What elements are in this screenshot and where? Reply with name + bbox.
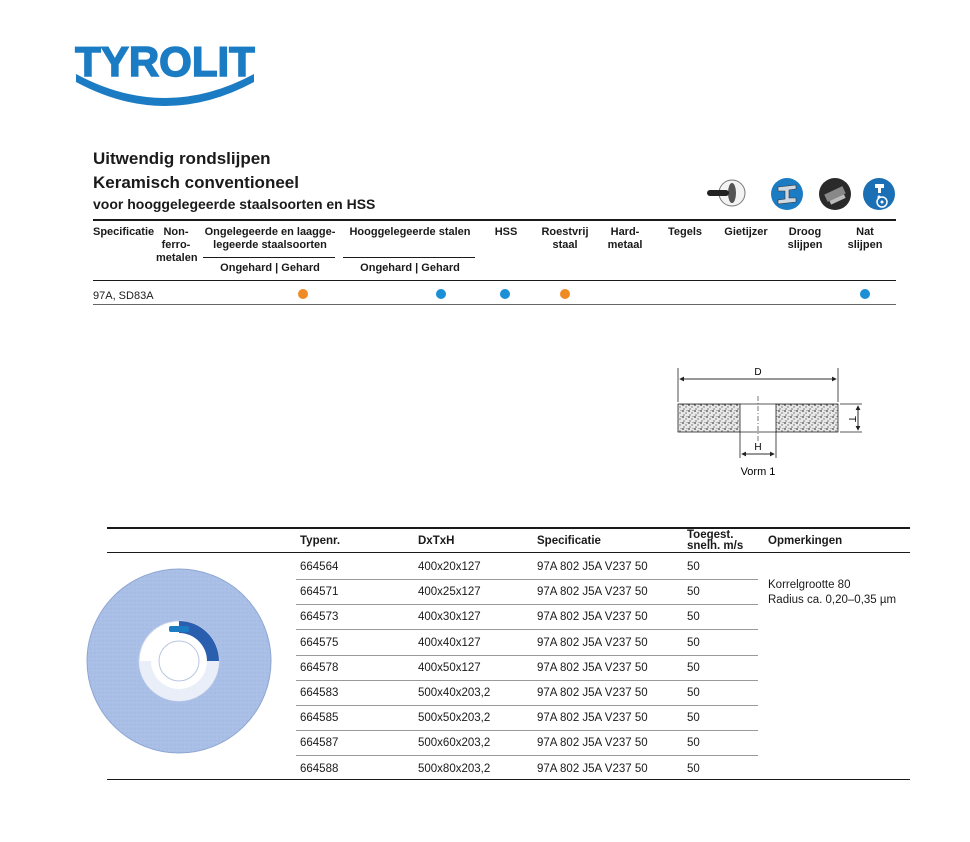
col-spec: Specificatie <box>93 226 155 238</box>
row-divider <box>296 730 758 731</box>
tyrolit-logo <box>72 34 258 106</box>
title-line-1: Uitwendig rondslijpen <box>93 149 271 168</box>
header-spec: Specificatie <box>537 535 601 547</box>
cell-speed: 50 <box>687 712 700 725</box>
cell-typenr: 664585 <box>300 712 339 725</box>
cell-spec: 97A 802 J5A V237 50 <box>537 661 648 674</box>
grinding-wheel-image <box>86 568 272 754</box>
dot-low-alloy-gehard <box>298 289 308 299</box>
row-divider <box>296 579 758 580</box>
cell-typenr: 664588 <box>300 762 339 775</box>
header-remarks: Opmerkingen <box>768 535 843 547</box>
compat-top-rule <box>93 219 896 221</box>
cell-typenr: 664587 <box>300 737 339 750</box>
cell-spec: 97A 802 J5A V237 50 <box>537 712 648 725</box>
cell-dims: 500x40x203,2 <box>418 687 491 699</box>
col-low-alloy-sub: Ongehard | Gehard <box>220 262 320 274</box>
cell-dims: 400x40x127 <box>418 636 481 649</box>
dot-wet <box>860 289 870 299</box>
cell-spec: 97A 802 J5A V237 50 <box>537 762 648 775</box>
cell-speed: 50 <box>687 586 700 599</box>
wheel-shape-diagram <box>670 362 870 482</box>
header-speed: Toegest. snelh. m/s <box>687 529 744 552</box>
product-header-rule <box>107 552 910 553</box>
cell-typenr: 664573 <box>300 611 339 624</box>
cell-typenr: 664578 <box>300 661 339 674</box>
dot-high-alloy-gehard <box>436 289 446 299</box>
col-non-ferrous: Non- ferro- metalen <box>156 226 198 264</box>
label-d: D <box>754 367 762 378</box>
label-t: T <box>846 415 857 423</box>
row-divider <box>296 755 758 756</box>
compat-bottom-rule <box>93 304 896 305</box>
cell-speed: 50 <box>687 636 700 649</box>
cell-spec: 97A 802 J5A V237 50 <box>537 636 648 649</box>
cell-spec: 97A 802 J5A V237 50 <box>537 737 648 750</box>
cell-typenr: 664575 <box>300 636 339 649</box>
cell-spec: 97A 802 J5A V237 50 <box>537 611 648 624</box>
cell-dims: 500x60x203,2 <box>418 737 491 750</box>
steel-profile-icon <box>770 177 804 211</box>
cell-typenr: 664571 <box>300 586 339 599</box>
dry-grinding-icon <box>818 177 852 211</box>
high-alloy-sub-rule <box>343 257 475 258</box>
low-alloy-sub-rule <box>203 257 335 258</box>
cell-dims: 400x50x127 <box>418 661 481 674</box>
cell-typenr: 664583 <box>300 687 339 699</box>
cell-spec: 97A 802 J5A V237 50 <box>537 561 648 573</box>
col-hard-metal: Hard- metaal <box>607 226 643 251</box>
col-cast-iron: Gietijzer <box>724 226 768 238</box>
row-divider <box>296 680 758 681</box>
cell-speed: 50 <box>687 737 700 750</box>
cell-typenr: 664564 <box>300 561 339 573</box>
header-typenr: Typenr. <box>300 535 341 547</box>
cell-speed: 50 <box>687 762 700 775</box>
header-dims: DxTxH <box>418 535 455 547</box>
col-tiles: Tegels <box>667 226 703 238</box>
title-line-2: Keramisch conventioneel <box>93 173 299 192</box>
angle-grinder-icon <box>706 177 746 211</box>
row-divider <box>296 655 758 656</box>
cell-dims: 400x20x127 <box>418 561 481 573</box>
cell-dims: 500x80x203,2 <box>418 762 491 775</box>
cell-spec: 97A 802 J5A V237 50 <box>537 586 648 599</box>
row-divider <box>296 629 758 630</box>
col-high-alloy-sub: Ongehard | Gehard <box>360 262 460 274</box>
cell-dims: 400x30x127 <box>418 611 481 624</box>
row-divider <box>296 604 758 605</box>
wet-grinding-icon <box>862 177 896 211</box>
label-h: H <box>754 442 762 453</box>
compat-row-spec: 97A, SD83A <box>93 290 154 302</box>
cell-speed: 50 <box>687 561 700 573</box>
diagram-caption: Vorm 1 <box>740 466 776 478</box>
remarks-line-2: Radius ca. 0,20–0,35 µm <box>768 594 897 606</box>
col-stainless: Roestvrij staal <box>541 226 589 251</box>
product-bottom-rule <box>107 779 910 780</box>
col-high-alloy: Hooggelegeerde stalen <box>349 226 471 238</box>
logo-text: TYROLIT <box>75 38 255 85</box>
row-divider <box>296 705 758 706</box>
product-top-rule <box>107 527 910 529</box>
remarks-text <box>768 578 896 608</box>
col-low-alloy: Ongelegeerde en laagge- legeerde staalsoorten <box>204 226 336 251</box>
cell-speed: 50 <box>687 661 700 674</box>
cell-speed: 50 <box>687 611 700 624</box>
compat-header-rule <box>93 280 896 281</box>
dot-stainless <box>560 289 570 299</box>
col-hss: HSS <box>494 226 518 238</box>
cell-dims: 500x50x203,2 <box>418 712 491 725</box>
remarks-line-1: Korrelgrootte 80 <box>768 579 851 591</box>
col-dry: Droog slijpen <box>787 226 823 251</box>
dot-hss <box>500 289 510 299</box>
title-line-3: voor hooggelegeerde staalsoorten en HSS <box>93 196 376 212</box>
cell-dims: 400x25x127 <box>418 586 481 599</box>
cell-spec: 97A 802 J5A V237 50 <box>537 687 648 699</box>
cell-speed: 50 <box>687 687 700 699</box>
col-wet: Nat slijpen <box>847 226 883 251</box>
